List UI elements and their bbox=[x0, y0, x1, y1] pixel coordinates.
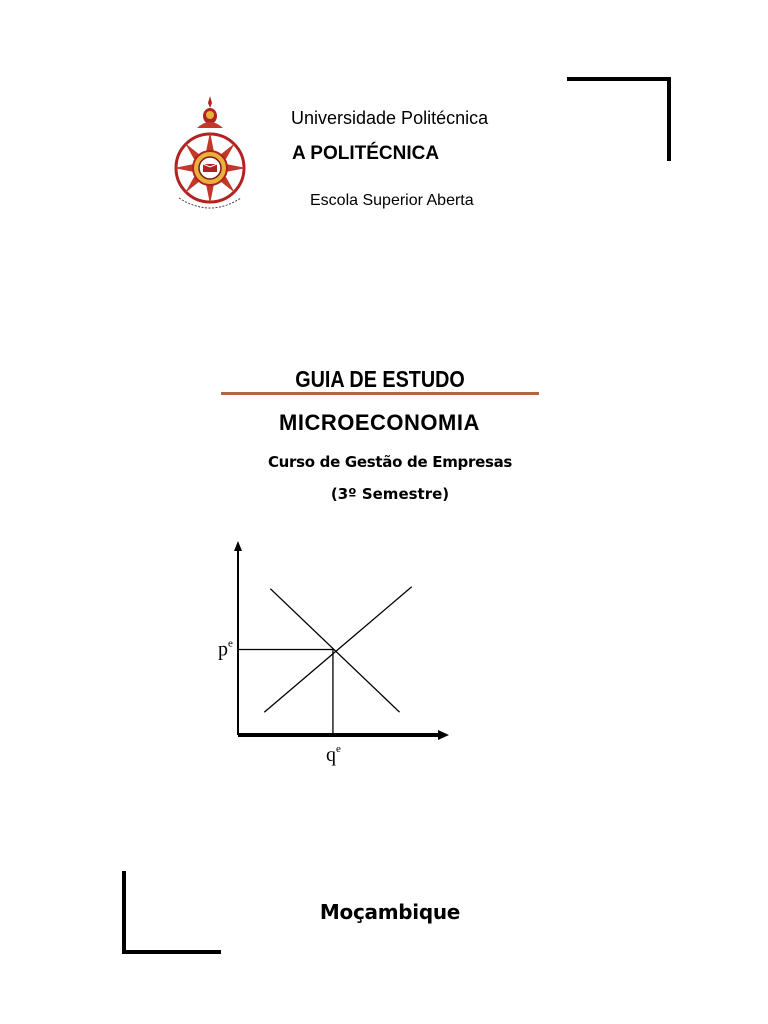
subject-title: MICROECONOMIA bbox=[279, 410, 480, 435]
university-brand: A POLITÉCNICA bbox=[292, 143, 440, 164]
title-rule bbox=[221, 392, 539, 395]
x-axis-arrow bbox=[438, 730, 449, 740]
y-axis-arrow bbox=[234, 541, 242, 551]
university-name: Universidade Politécnica bbox=[291, 108, 489, 128]
semester-label: (3º Semestre) bbox=[330, 485, 450, 503]
corner-frame-top-right-horizontal bbox=[567, 77, 671, 81]
corner-frame-bottom-left-vertical bbox=[122, 871, 126, 954]
demand-curve bbox=[270, 589, 399, 713]
country-name: Moçambique bbox=[319, 900, 461, 924]
guide-title: GUIA DE ESTUDO bbox=[295, 366, 465, 392]
corner-frame-top-right-vertical bbox=[667, 77, 671, 161]
supply-demand-chart bbox=[212, 535, 462, 775]
corner-frame-bottom-left-horizontal bbox=[122, 950, 221, 954]
university-seal-icon bbox=[167, 94, 253, 214]
price-tick-label: $p^e$ bbox=[218, 637, 233, 661]
course-name: Curso de Gestão de Empresas bbox=[267, 453, 513, 471]
quantity-tick-label: $q^e$ bbox=[325, 743, 341, 766]
school-name: Escola Superior Aberta bbox=[310, 192, 474, 209]
